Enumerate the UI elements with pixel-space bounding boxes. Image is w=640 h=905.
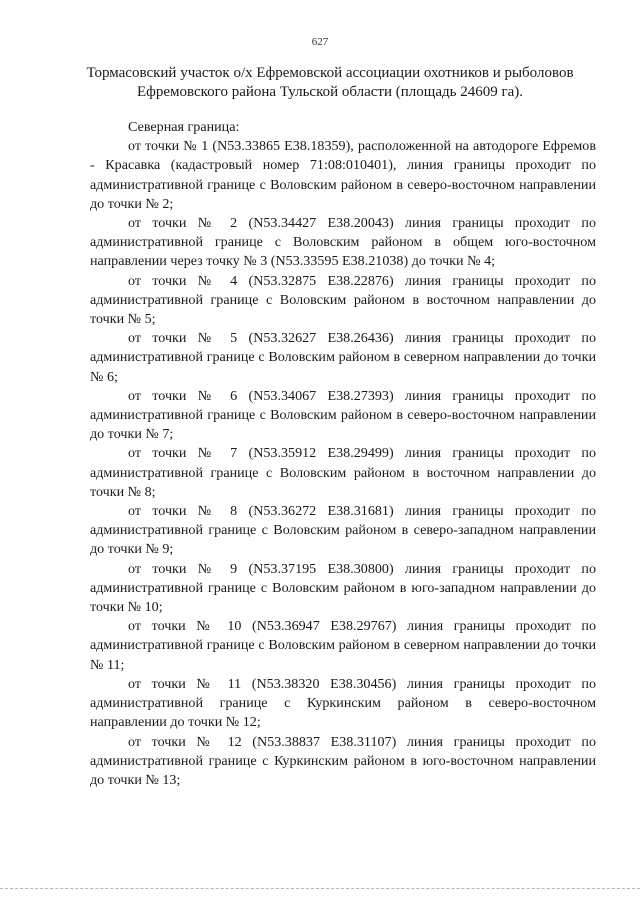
boundary-paragraph: от точки № 4 (N53.32875 E38.22876) линия границы проходит по административной границе с Воловским районом в восточном направлении до точки № 5;	[90, 272, 596, 328]
boundary-paragraph: от точки № 6 (N53.34067 E38.27393) линия границы проходит по административной границе с Воловским районом в северо-восточном направлении до точки № 7;	[90, 387, 596, 443]
boundary-paragraph: от точки № 10 (N53.36947 E38.29767) линия границы проходит по административной границе с Воловским районом в северном направлении до точки № 11;	[90, 618, 596, 673]
boundary-paragraph: от точки № 1 (N53.33865 E38.18359), расположенной на автодороге Ефремов - Красавка (кадастровый номер 71:08:010401), линия границы проходит по административной границе с Воловским районом в северо-восточном направлении до точки № 2;	[90, 138, 596, 212]
boundary-paragraph: от точки № 9 (N53.37195 E38.30800) линия границы проходит по административной границе с Воловским районом в юго-западном направлении до точки № 10;	[90, 560, 596, 616]
boundary-paragraph: от точки № 7 (N53.35912 E38.29499) линия границы проходит по административной границе с Воловским районом в восточном направлении до точки № 8;	[90, 445, 596, 500]
boundary-paragraph: от точки № 11 (N53.38320 E38.30456) линия границы проходит по административной границе с Куркинским районом в северо-восточном направлении до точки № 12;	[90, 675, 596, 731]
boundary-paragraph: от точки № 2 (N53.34427 E38.20043) линия границы проходит по административной границе с Воловским районом в общем юго-восточном направлении через точку № 3 (N53.33595 E38.21038) до точки № 4;	[90, 215, 596, 270]
section-heading: Северная граница:	[128, 119, 240, 135]
bottom-scan-edge	[0, 888, 640, 889]
boundary-paragraph: от точки № 12 (N53.38837 E38.31107) линия границы проходит по административной границе с Куркинским районом в юго-восточном направлении до точки № 13;	[90, 733, 596, 788]
document-body	[90, 118, 596, 790]
boundary-paragraph: от точки № 5 (N53.32627 E38.26436) линия границы проходит по административной границе с Воловским районом в северном направлении до точки № 6;	[90, 330, 596, 385]
page-number: 627	[311, 36, 329, 48]
document-title: Тормасовский участок о/х Ефремовской ассоциации охотников и рыболовов Ефремовского района Тульской области (площадь 24609 га).	[86, 65, 574, 100]
boundary-paragraph: от точки № 8 (N53.36272 E38.31681) линия границы проходит по административной границе с Воловским районом в северо-западном направлении до точки № 9;	[90, 503, 596, 558]
